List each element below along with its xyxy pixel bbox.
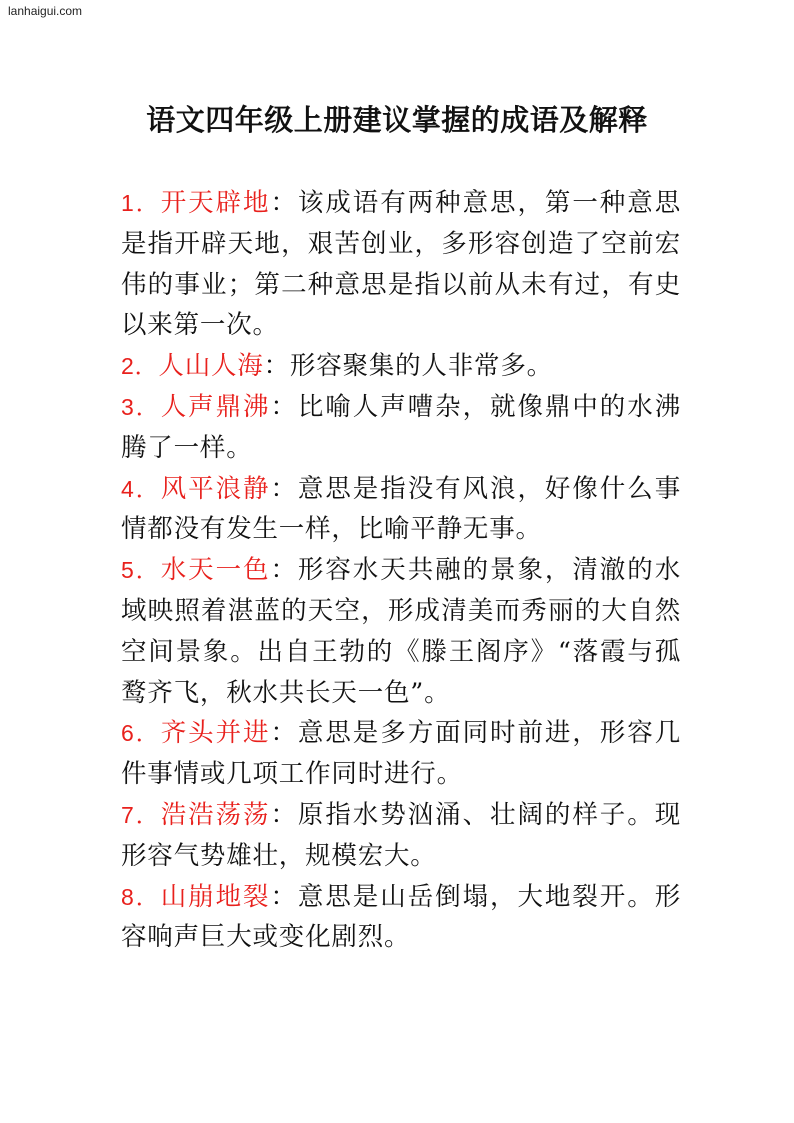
idiom-entry-3 xyxy=(121,387,681,469)
idiom-explanation: 比喻人声嘈杂，就像鼎中的水沸腾了一样。 xyxy=(121,391,681,463)
idiom-entry-2 xyxy=(121,346,681,387)
idiom-term: 风平浪静 xyxy=(160,473,271,504)
idiom-term: 齐头并进 xyxy=(160,718,271,749)
entry-number: 7． xyxy=(121,801,161,828)
entry-separator: ： xyxy=(263,351,290,382)
entry-number: 2． xyxy=(121,353,159,380)
entry-number: 3． xyxy=(121,393,161,420)
entry-separator: ： xyxy=(270,881,298,912)
page-title: 语文四年级上册建议掌握的成语及解释 xyxy=(146,103,648,137)
entry-separator: ： xyxy=(270,188,298,218)
watermark: lanhaigui.com xyxy=(8,4,83,18)
entry-separator: ： xyxy=(270,718,298,749)
idiom-entry-7 xyxy=(121,795,681,877)
idiom-explanation: 意思是山岳倒塌，大地裂开。形容响声巨大或变化剧烈。 xyxy=(121,881,681,953)
idiom-term: 浩浩荡荡 xyxy=(160,799,271,830)
entry-number: 8． xyxy=(121,883,161,910)
idiom-explanation: 该成语有两种意思，第一种意思是指开辟天地，艰苦创业，多形容创造了空前宏伟的事业；第二种意思是指以前从未有过，有史以来第一次。 xyxy=(121,188,681,341)
idiom-explanation: 原指水势汹涌、壮阔的样子。现形容气势雄壮，规模宏大。 xyxy=(121,799,681,871)
idiom-explanation: 意思是指没有风浪，好像什么事情都没有发生一样，比喻平静无事。 xyxy=(121,473,681,545)
idiom-explanation: 形容聚集的人非常多。 xyxy=(289,351,553,382)
idiom-explanation: 意思是多方面同时前进，形容几件事情或几项工作同时进行。 xyxy=(121,718,681,790)
idiom-term: 山崩地裂 xyxy=(160,881,271,912)
idiom-entry-4 xyxy=(121,469,681,551)
entry-number: 6． xyxy=(121,720,161,747)
idiom-entry-6 xyxy=(121,713,681,795)
idiom-entry-1 xyxy=(121,183,681,346)
idiom-term: 人山人海 xyxy=(158,351,264,382)
entry-separator: ： xyxy=(270,473,298,504)
idiom-entry-8 xyxy=(121,877,681,959)
idiom-term: 开天辟地 xyxy=(160,188,271,218)
entry-separator: ： xyxy=(270,391,298,422)
entry-separator: ： xyxy=(270,555,298,586)
entry-number: 4． xyxy=(121,475,161,502)
idiom-term: 人声鼎沸 xyxy=(160,391,271,422)
entry-number: 1． xyxy=(121,190,161,216)
idiom-list xyxy=(121,183,681,958)
idiom-term: 水天一色 xyxy=(160,555,271,586)
idiom-entry-5 xyxy=(121,550,681,713)
idiom-explanation: 形容水天共融的景象，清澈的水域映照着湛蓝的天空，形成清美而秀丽的大自然空间景象。出自王勃的《滕王阁序》“落霞与孤鹜齐飞，秋水共长天一色”。 xyxy=(121,555,681,708)
entry-separator: ： xyxy=(270,799,298,830)
entry-number: 5． xyxy=(121,557,161,584)
